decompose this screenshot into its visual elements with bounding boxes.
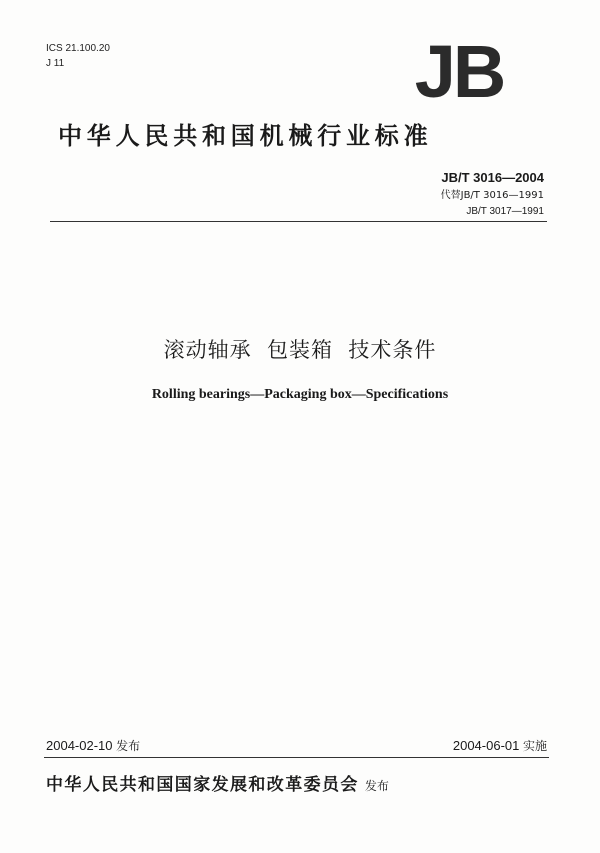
issue-date: 2004-02-10 [46,738,113,753]
organization-title: 中华人民共和国机械行业标准 [58,122,433,150]
title-english: Rolling bearings—Packaging box—Specifications [151,387,449,402]
replaces-standard-1: 代替JB/T 3016—1991 [440,190,544,201]
publisher-verb: 发布 [364,779,389,793]
jb-logo [402,40,517,100]
ics-code: ICS 21.100.20 [46,43,110,54]
issue-label: 发布 [116,739,141,753]
bottom-divider [44,757,549,758]
replaces-standard-2: JB/T 3017—1991 [466,206,544,217]
implementation-date-line [380,738,547,754]
top-divider [50,221,547,222]
implementation-label: 实施 [522,739,547,753]
standard-number: JB/T 3016—2004 [441,170,544,185]
classification-code: J 11 [46,58,65,69]
publisher-line [46,772,556,799]
issue-date-line [46,738,140,754]
title-chinese: 滚动轴承 包装箱 技术条件 [163,338,437,362]
jb-logo-text: JB [414,40,504,100]
implementation-date: 2004-06-01 [452,738,520,753]
publisher-name: 中华人民共和国国家发展和改革委员会 [46,775,359,795]
